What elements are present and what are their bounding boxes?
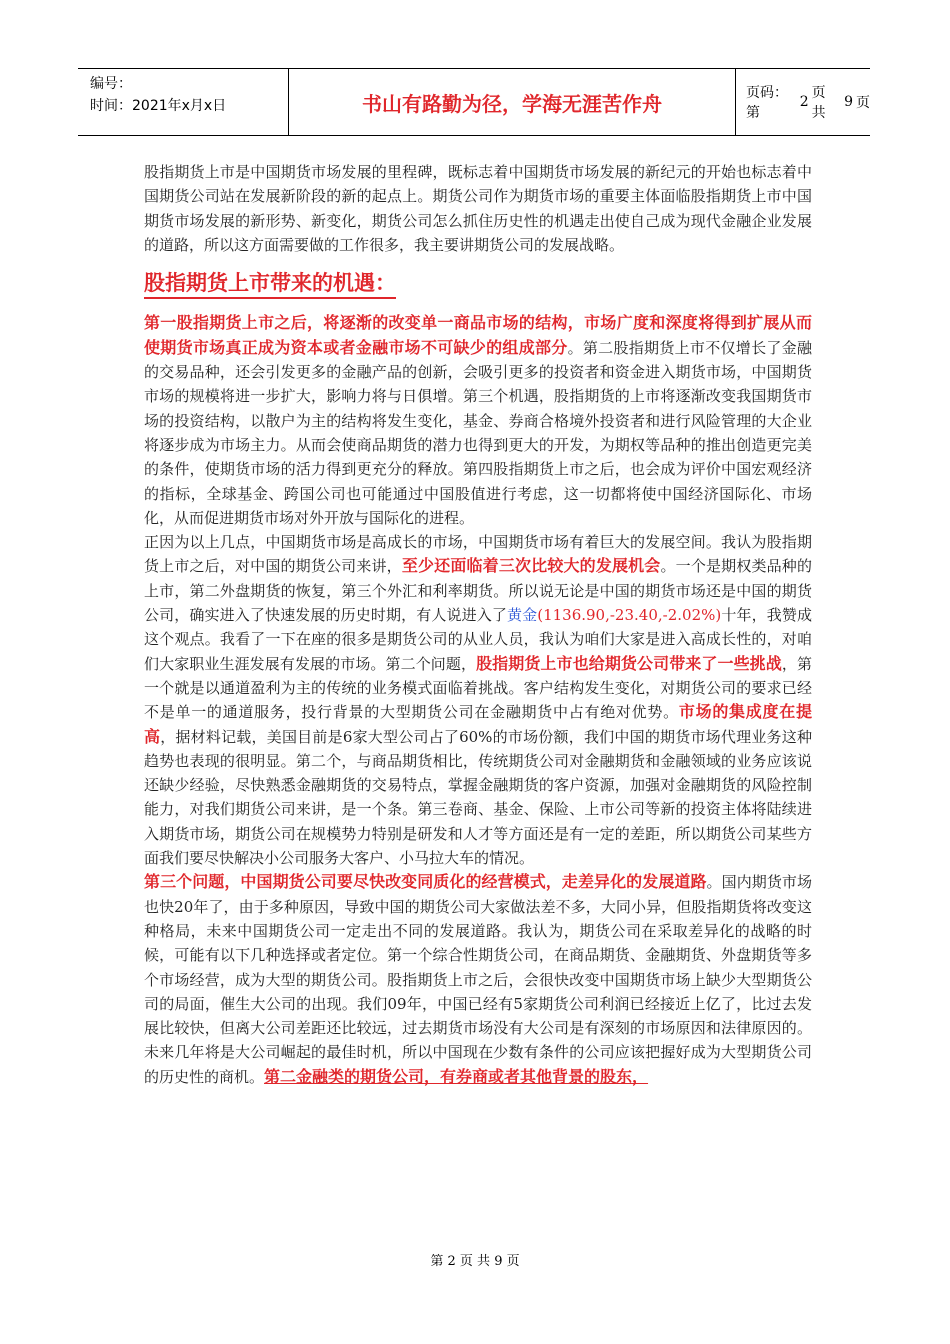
page-label-mid: 页 共	[811, 85, 826, 121]
paragraph-differentiation	[144, 870, 812, 1089]
document-body	[144, 160, 812, 1089]
paragraph-opportunities	[144, 311, 812, 530]
highlight-first-opportunity: 第一股指期货上市之后，将逐渐的改变单一商品市场的结构，市场广度和深度将得到扩展从而使期货市场真正成为资本或者金融市场不可缺少的组成部分	[144, 313, 812, 357]
page-label-suffix: 页	[856, 95, 870, 111]
paragraph-text: 正因为以上几点，中国期货市场是高成长的市场，中国期货市场有着巨大的发展空间。我认为股指期货上市之后，对中国的期货公司来讲，	[144, 533, 812, 576]
paragraph-text: 。第二股指期货上市不仅增长了金融的交易品种，还会引发更多的金融产品的创新，会吸引更多的投资者和资金进入期货市场，中国期货市场的规模将进一步扩大，影响力将与日俱增。第三个机遇，股指期货的上市将逐渐改变我国期货市场的投资结构，以散户为主的结构将发生变化，基金、券商合格境外投资者和进行风险管理的大企业将逐步成为市场主力。从而会使商品期货的潜力也得到更大的开发，为期权等品种的推出创造更完美的条件，使期货市场的活力得到更充分的释放。第四股指期货上市之后，也会成为评价中国宏观经济的指标，全球基金、跨国公司也可能通过中国股值进行考虑，这一切都将使中国经济国际化、市场化，从而促进期货市场对外开放与国际化的进程。	[144, 338, 812, 527]
highlight-financial-futures-company: 第二金融类的期货公司，有券商或者其他背景的股东，	[264, 1066, 649, 1086]
stock-link-gold[interactable]: 黄金	[506, 606, 538, 625]
section-title: 股指期货上市带来的机遇：	[144, 271, 396, 299]
paragraph-challenges	[144, 530, 812, 870]
highlight-challenges: 股指期货上市也给期货公司带来了一些挑战	[476, 653, 782, 673]
paragraph-text: ，第一个就是以通道盈利为主的传统的业务模式面临着挑战。客户结构发生变化，对期货公司的要求已经不是单一的通道服务，投行背景的大型期货公司在金融期货中占有绝对优势。	[144, 654, 812, 722]
page-footer: 第 2 页 共 9 页	[430, 1254, 520, 1269]
paragraph-text: 。国内期货市场也快20年了，由于多种原因，导致中国的期货公司大家做法差不多，大同小异，但股指期货将改变这种格局，未来中国期货公司一定走出不同的发展道路。我认为，期货公司在采取差异化的战略的时候，可能有以下几种选择或者定位。第一个综合性期货公司，在商品期货、金融期货、外盘期货等多个市场经营，成为大型的期货公司。股指期货上市之后，会很快改变中国期货市场上缺少大型期货公司的局面，催生大公司的出现。我们09年，中国已经有5家期货公司利润已经接近上亿了，比过去发展比较快，但离大公司差距还比较远，过去期货市场没有大公司是有深刻的市场原因和法律原因的。未来几年将是大公司崛起的最佳时机，所以中国现在少数有条件的公司应该把握好成为大型期货公司的历史性的商机。	[144, 873, 812, 1086]
paragraph-text: 。一个是期权类品种的上市，第二外盘期货的恢复，第三个外汇和利率期货。所以说无论是中国的期货市场还是中国的期货公司，确实进入了快速发展的历史时期，有人说进入了	[144, 557, 812, 625]
number-label: 编号：	[90, 76, 132, 92]
page-total: 9	[844, 94, 853, 110]
highlight-third-issue: 第三个问题，中国期货公司要尽快改变同质化的经营模式，走差异化的发展道路	[144, 872, 707, 892]
header-page-info	[746, 69, 870, 135]
header-meta	[90, 73, 266, 117]
page-header	[78, 68, 870, 136]
date-label: 时间：2021年x月x日	[90, 98, 227, 114]
page-label-prefix: 页码：第	[746, 85, 788, 121]
highlight-market-concentration: 市场的集成度在提高	[144, 702, 812, 746]
stock-quote: (1136.90,-23.40,-2.02%)	[537, 606, 722, 625]
highlight-three-opportunities: 至少还面临着三次比较大的发展机会	[401, 556, 661, 576]
paragraph-text: 十年，我赞成这个观点。我看了一下在座的很多是期货公司的从业人员，我认为咱们大家是进入高成长性的，对咱们大家职业生涯发展有发展的市场。第二个问题，	[144, 606, 812, 673]
paragraph-text: ，据材料记载，美国目前是6家大型公司占了60%的市场份额，我们中国的期货市场代理业务这种趋势也表现的很明显。第二个，与商品期货相比，传统期货公司对金融期货和金融领域的业务应该说还缺少经验，尽快熟悉金融期货的交易特点，掌握金融期货的客户资源，加强对金融期货的风险控制能力，对我们期货公司来讲，是一个条。第三卷商、基金、保险、上市公司等新的投资主体将陆续进入期货市场，期货公司在规模势力特别是研发和人才等方面还是有一定的差距，所以期货公司某些方面我们要尽快解决小公司服务大客户、小马拉大车的情况。	[144, 727, 812, 868]
intro-paragraph: 股指期货上市是中国期货市场发展的里程碑，既标志着中国期货市场发展的新纪元的开始也标志着中国期货公司站在发展新阶段的新的起点上。期货公司作为期货市场的重要主体面临股指期货上市中国期货市场发展的新形势、新变化，期货公司怎么抓住历史性的机遇走出使自己成为现代金融企业发展的道路，所以这方面需要做的工作很多，我主要讲期货公司的发展战略。	[144, 163, 812, 254]
page-current: 2	[799, 94, 809, 110]
header-motto: 书山有路勤为径，学海无涯苦作舟	[288, 69, 736, 135]
